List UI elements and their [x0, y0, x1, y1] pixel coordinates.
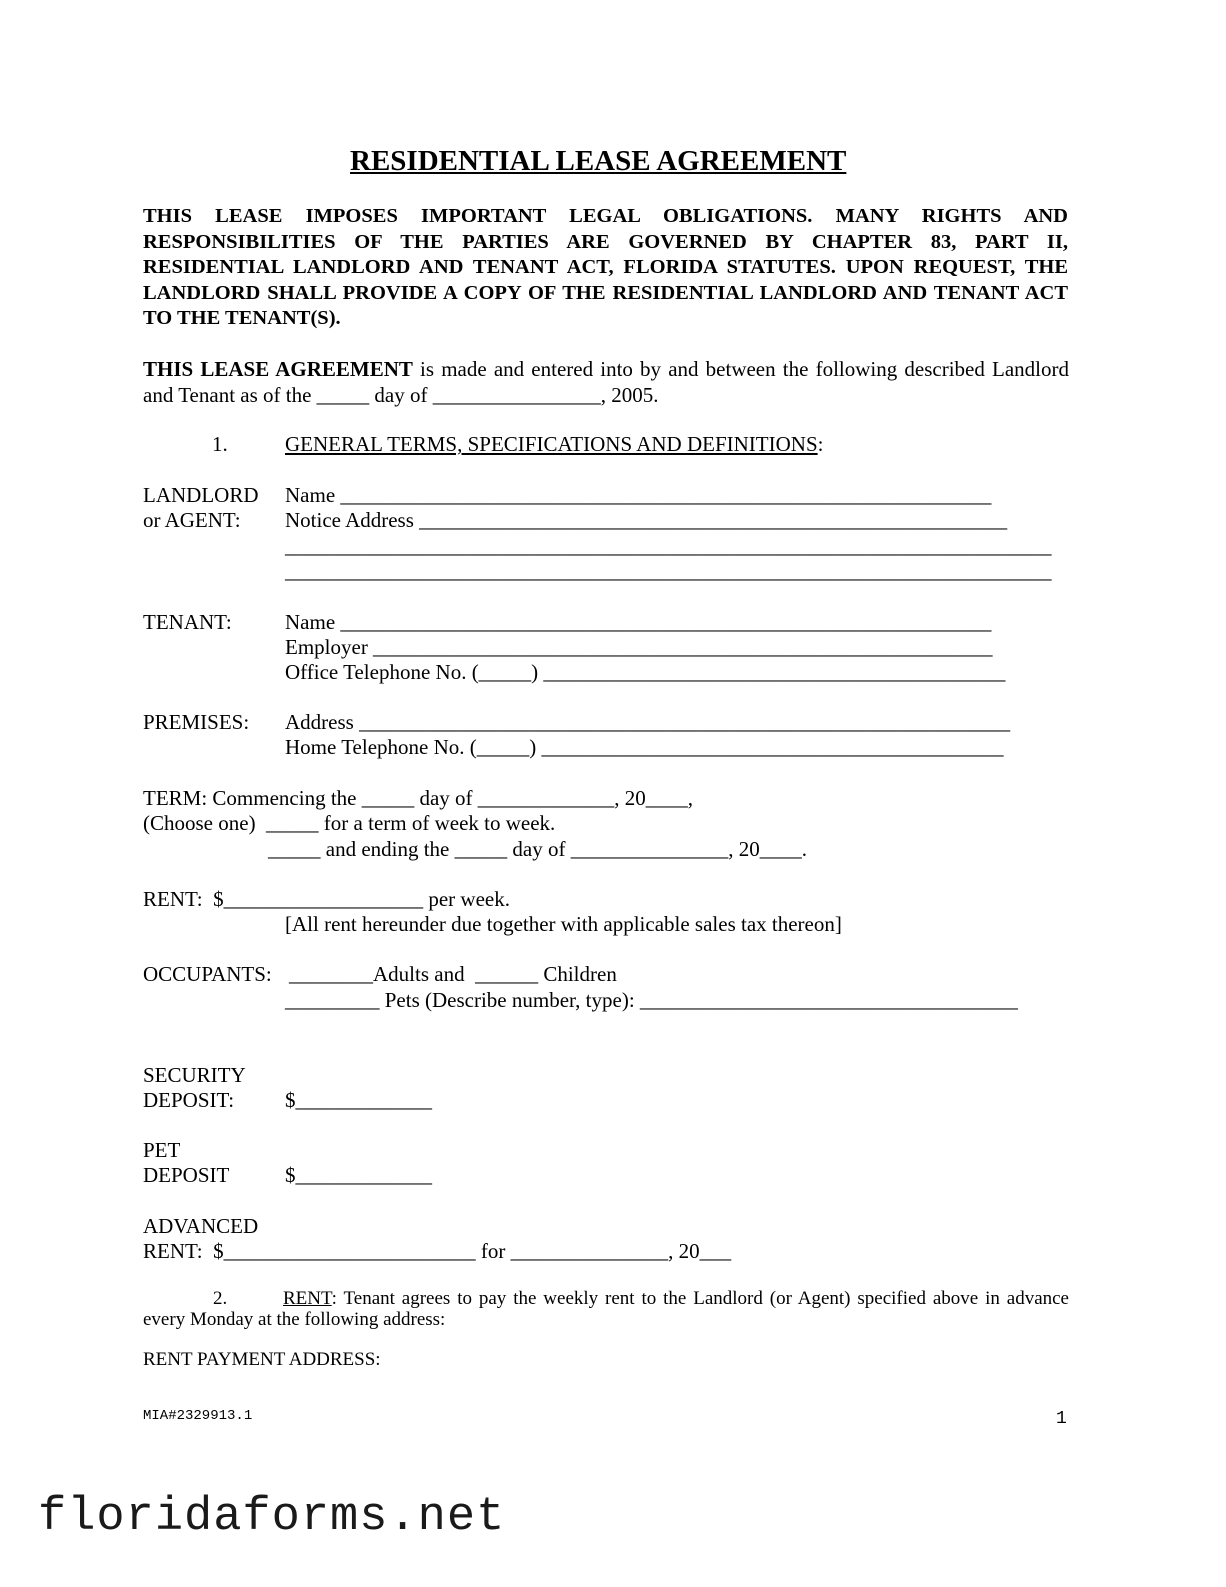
pet-label-1: PET [143, 1138, 181, 1162]
landlord-address-line-3: _________________________________________________________________________ [285, 559, 1052, 583]
tenant-name-field: Name ______________________________________________________________ [285, 610, 992, 634]
premises-phone-field: Home Telephone No. (_____) ____________________________________________ [285, 735, 1004, 759]
premises-address-field: Address ______________________________________________________________ [285, 710, 1011, 734]
legal-warning: THIS LEASE IMPOSES IMPORTANT LEGAL OBLIGATIONS. MANY RIGHTS AND RESPONSIBILITIES OF THE PARTIES ARE GOVERNED BY CHAPTER 83, PART II, RESIDENTIAL LANDLORD AND TENANT ACT, FLORIDA STATUTES. UPON REQUEST, THE LANDLORD SHALL PROVIDE A COPY OF THE RESIDENTIAL LANDLORD AND TENANT ACT TO THE TENANT(S). [143, 205, 1068, 329]
section-2-paragraph [143, 1288, 1069, 1330]
security-deposit-field: $_____________ [285, 1088, 432, 1112]
page-number: 1 [1056, 1409, 1067, 1429]
rent-payment-address-label: RENT PAYMENT ADDRESS: [143, 1349, 381, 1370]
section-2-number: 2. [213, 1288, 228, 1309]
site-watermark: floridaforms.net [38, 1491, 506, 1544]
section-1-heading: GENERAL TERMS, SPECIFICATIONS AND DEFINITIONS [285, 432, 818, 456]
term-line-2: (Choose one) _____ for a term of week to week. [143, 811, 556, 835]
section-1-colon: : [817, 432, 824, 456]
tenant-employer-field: Employer ___________________________________________________________ [285, 635, 993, 659]
occupants-line-2: _________ Pets (Describe number, type): ____________________________________ [285, 988, 1018, 1012]
landlord-address-line-2: _________________________________________________________________________ [285, 534, 1052, 558]
term-line-1: TERM: Commencing the _____ day of _____________, 20____, [143, 786, 694, 810]
premises-label: PREMISES: [143, 710, 250, 734]
security-label-1: SECURITY [143, 1063, 246, 1087]
rent-line-1: RENT: $___________________ per week. [143, 887, 510, 911]
landlord-address-field: Notice Address ________________________________________________________ [285, 508, 1008, 532]
advanced-label: ADVANCED [143, 1214, 259, 1238]
intro-text: is made and entered into by and between the following described Landlord and Tenant as of the _____ day of ________________, 2005. [143, 357, 1069, 407]
intro-paragraph [143, 357, 1069, 408]
tenant-label: TENANT: [143, 610, 232, 634]
tenant-phone-field: Office Telephone No. (_____) ____________________________________________ [285, 660, 1006, 684]
section-2-text: : Tenant agrees to pay the weekly rent to the Landlord (or Agent) specified above in advance every Monday at the following address: [143, 1288, 1069, 1330]
pet-label-2: DEPOSIT [143, 1163, 230, 1187]
occupants-label: OCCUPANTS: [143, 962, 272, 986]
pet-deposit-field: $_____________ [285, 1163, 432, 1187]
landlord-name-field: Name ______________________________________________________________ [285, 483, 992, 507]
security-label-2: DEPOSIT: [143, 1088, 235, 1112]
page-title: RESIDENTIAL LEASE AGREEMENT [350, 145, 847, 177]
landlord-label: LANDLORD [143, 483, 259, 507]
term-line-3: _____ and ending the _____ day of _______________, 20____. [268, 837, 807, 861]
section-1-number: 1. [212, 432, 228, 456]
intro-bold: THIS LEASE AGREEMENT [143, 357, 413, 381]
section-2-heading: RENT [283, 1288, 332, 1309]
section-1-heading-wrap [285, 434, 823, 455]
advanced-rent-field: RENT: $________________________ for _______________, 20___ [143, 1239, 732, 1263]
document-id: MIA#2329913.1 [143, 1408, 253, 1424]
occupants-line-1: ________Adults and ______ Children [289, 962, 617, 986]
rent-line-2: [All rent hereunder due together with applicable sales tax thereon] [285, 912, 842, 936]
agent-label: or AGENT: [143, 508, 241, 532]
